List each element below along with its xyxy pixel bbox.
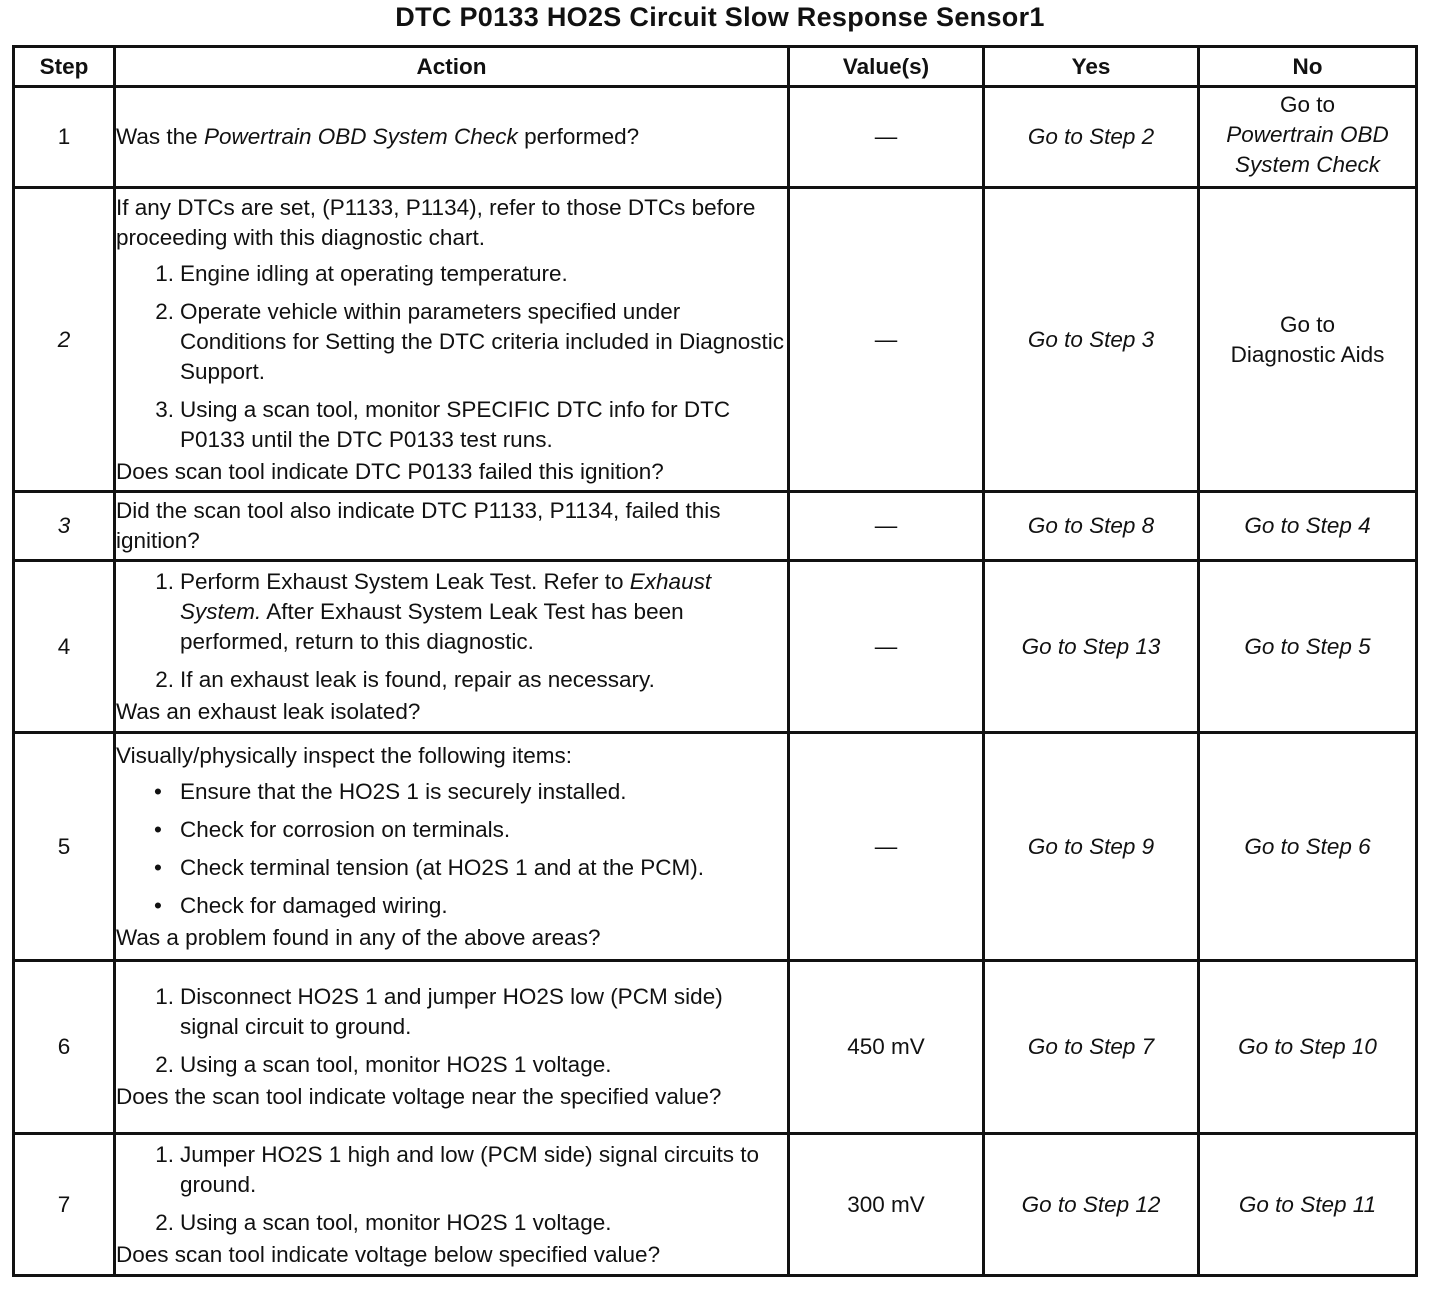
action-bullet: • Check for damaged wiring. [154, 892, 448, 918]
action-cell [115, 561, 789, 733]
no-cell: Go to Step 11 [1199, 1134, 1417, 1276]
table-row [14, 733, 1417, 961]
page-title: DTC P0133 HO2S Circuit Slow Response Sensor1 [395, 2, 1045, 32]
table-row [14, 188, 1417, 492]
action-question: Was the Powertrain OBD System Check performed? [116, 124, 640, 149]
action-question: Was an exhaust leak isolated? [116, 698, 421, 724]
action-step: 1. Disconnect HO2S 1 and jumper HO2S low (PCM side) signal circuit to ground. [155, 984, 723, 1039]
action-cell [115, 1134, 789, 1276]
step-number: 1 [14, 87, 115, 188]
header-step: Step [14, 47, 115, 87]
action-step: 1. Jumper HO2S 1 high and low (PCM side) signal circuits to ground. [155, 1141, 759, 1197]
header-yes: Yes [984, 47, 1199, 87]
action-cell [115, 87, 789, 188]
action-cell [115, 188, 789, 492]
value-cell: 300 mV [789, 1134, 984, 1276]
table-row [14, 87, 1417, 188]
table-row [14, 492, 1417, 561]
no-cell: Go to Step 6 [1199, 733, 1417, 961]
yes-cell: Go to Step 12 [984, 1134, 1199, 1276]
no-cell: Go to Powertrain OBD System Check [1199, 87, 1417, 188]
table-row [14, 561, 1417, 733]
action-bullet: • Ensure that the HO2S 1 is securely installed. [154, 778, 627, 804]
yes-cell: Go to Step 13 [984, 561, 1199, 733]
no-cell: Go to Step 5 [1199, 561, 1417, 733]
yes-cell: Go to Step 9 [984, 733, 1199, 961]
action-step: 3. Using a scan tool, monitor SPECIFIC DTC info for DTC P0133 until the DTC P0133 test runs. [155, 396, 731, 452]
table-row [14, 1134, 1417, 1276]
action-cell [115, 492, 789, 561]
header-values: Value(s) [789, 47, 984, 87]
no-cell: Go to Diagnostic Aids [1199, 188, 1417, 492]
step-number: 2 [14, 188, 115, 492]
action-question: Does the scan tool indicate voltage near the specified value? [116, 1084, 722, 1109]
action-cell [115, 961, 789, 1134]
action-step: 2. Using a scan tool, monitor HO2S 1 voltage. [155, 1052, 612, 1077]
action-question: Did the scan tool also indicate DTC P1133, P1134, failed this ignition? [116, 498, 721, 553]
action-intro: If any DTCs are set, (P1133, P1134), refer to those DTCs before proceeding with this diagnostic chart. [116, 194, 756, 250]
action-step: 2. Using a scan tool, monitor HO2S 1 voltage. [155, 1209, 612, 1235]
action-question: Was a problem found in any of the above areas? [116, 924, 601, 950]
action-question: Does scan tool indicate voltage below specified value? [116, 1241, 661, 1267]
table-header-row [14, 47, 1417, 87]
step-number: 7 [14, 1134, 115, 1276]
value-cell: — [789, 87, 984, 188]
action-cell [115, 733, 789, 961]
action-intro: Visually/physically inspect the following items: [116, 742, 573, 768]
action-step: 2. If an exhaust leak is found, repair as necessary. [155, 666, 655, 692]
action-bullet: • Check terminal tension (at HO2S 1 and at the PCM). [154, 854, 704, 880]
step-number: 3 [14, 492, 115, 561]
header-no: No [1199, 47, 1417, 87]
yes-cell: Go to Step 7 [984, 961, 1199, 1134]
action-step: 1. Perform Exhaust System Leak Test. Refer to Exhaust System. After Exhaust System Leak Test has been performed, return to this diagnostic. [155, 568, 712, 654]
yes-cell: Go to Step 3 [984, 188, 1199, 492]
value-cell: — [789, 492, 984, 561]
action-question: Does scan tool indicate DTC P0133 failed this ignition? [116, 458, 664, 484]
table-row [14, 961, 1417, 1134]
action-bullet: • Check for corrosion on terminals. [154, 816, 511, 842]
diagnostic-table [12, 45, 1418, 1277]
no-cell: Go to Step 10 [1199, 961, 1417, 1134]
value-cell: — [789, 733, 984, 961]
action-step: 2. Operate vehicle within parameters specified under Conditions for Setting the DTC criteria included in Diagnostic Support. [155, 298, 785, 384]
no-link: Diagnostic Aids [1230, 341, 1385, 367]
no-link: Powertrain OBD System Check [1226, 122, 1389, 177]
step-number: 5 [14, 733, 115, 961]
step-number: 4 [14, 561, 115, 733]
value-cell: — [789, 561, 984, 733]
step-number: 6 [14, 961, 115, 1134]
yes-cell: Go to Step 2 [984, 87, 1199, 188]
yes-cell: Go to Step 8 [984, 492, 1199, 561]
no-cell: Go to Step 4 [1199, 492, 1417, 561]
value-cell: — [789, 188, 984, 492]
value-cell: 450 mV [789, 961, 984, 1134]
action-step: 1. Engine idling at operating temperature. [155, 260, 568, 286]
header-action: Action [115, 47, 789, 87]
